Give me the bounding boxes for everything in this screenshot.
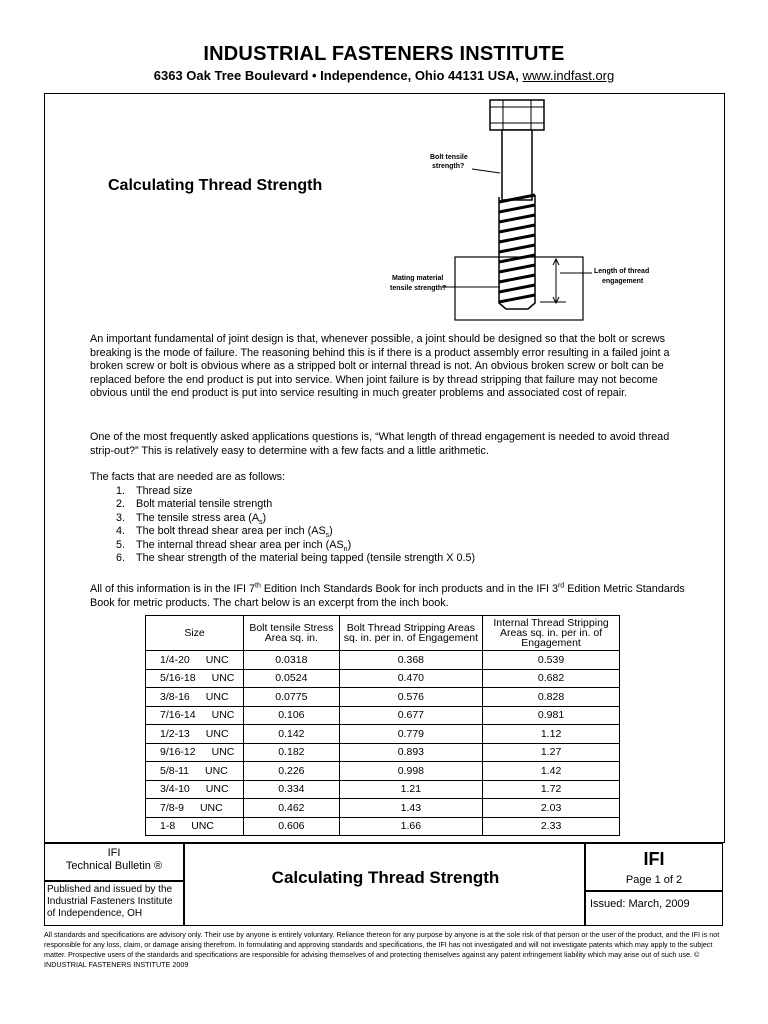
cell-bolt: 1.21 <box>339 780 483 799</box>
cell-internal: 2.33 <box>483 817 620 836</box>
list-item: 4. The bolt thread shear area per inch $(AS_s)$ <box>128 525 690 539</box>
table-row <box>146 799 620 818</box>
cell-tensile: 0.462 <box>244 799 339 818</box>
issue-date: Issued: March, 2009 <box>585 891 723 926</box>
cell-bolt: 0.368 <box>339 651 483 670</box>
table-row <box>146 669 620 688</box>
facts-list <box>90 485 690 566</box>
table-row <box>146 817 620 836</box>
cell-size: 5/8-11 UNC <box>146 762 244 781</box>
cell-tensile: 0.106 <box>244 706 339 725</box>
cell-internal: 0.682 <box>483 669 620 688</box>
bulletin-label: IFI Technical Bulletin ® <box>44 843 184 881</box>
cell-tensile: 0.0318 <box>244 651 339 670</box>
table-row <box>146 780 620 799</box>
cell-tensile: 0.0524 <box>244 669 339 688</box>
footer-title: Calculating Thread Strength <box>271 868 500 887</box>
bolt-head <box>490 100 544 130</box>
facts-section <box>90 471 690 566</box>
source-paragraph: All of this information is in the IFI 7th Edition Inch Standards Book for inch products and in the IFI 3rd Edition Metric Standards Book for metric products. The chart below is an excerpt from the inch book. <box>90 582 685 609</box>
cell-size: 7/16-14 UNC <box>146 706 244 725</box>
letterhead <box>0 42 768 84</box>
cell-size: 3/8-16 UNC <box>146 688 244 707</box>
table-row <box>146 688 620 707</box>
address-text: 6363 Oak Tree Boulevard • Independence, Ohio 44131 USA, <box>153 68 523 83</box>
cell-tensile: 0.142 <box>244 725 339 744</box>
cell-bolt: 1.43 <box>339 799 483 818</box>
bulletin-footer <box>44 843 723 926</box>
col-tensile: Bolt tensile Stress Area sq. in. <box>244 616 339 651</box>
table-header-row <box>146 616 620 651</box>
intro-paragraph: An important fundamental of joint design is that, whenever possible, a joint should be designed so that the bolt or screws breaking is the mode of failure. The reasoning behind this is if there is a product assembly error resulting in a failed joint a broken screw or bolt is obvious where as a stripped bolt or internal thread is not. An obvious broken screw or bolt can be replaced before the end product is put into service. When joint failure is by thread stripping that failure may not become obvious until the end product is put into service resulting in much greater problems and associated cost of repair. <box>90 333 670 399</box>
cell-size: 1/4-20 UNC <box>146 651 244 670</box>
cell-internal: 1.27 <box>483 743 620 762</box>
cell-internal: 0.828 <box>483 688 620 707</box>
cell-tensile: 0.606 <box>244 817 339 836</box>
cell-bolt: 0.998 <box>339 762 483 781</box>
thread-length-label: Length of thread <box>594 268 650 275</box>
bolt-threads <box>499 195 535 302</box>
cell-bolt: 1.66 <box>339 817 483 836</box>
facts-intro: The facts that are needed are as follows: <box>90 471 286 483</box>
website-link[interactable]: www.indfast.org <box>522 68 615 83</box>
cell-internal: 0.539 <box>483 651 620 670</box>
list-item: 3. The tensile stress area $(A_s)$ <box>128 512 690 526</box>
bolt-diagram <box>380 97 680 322</box>
cell-size: 1/2-13 UNC <box>146 725 244 744</box>
table-row <box>146 743 620 762</box>
mating-material-label: Mating material <box>392 275 444 282</box>
cell-size: 3/4-10 UNC <box>146 780 244 799</box>
cell-size: 1-8 UNC <box>146 817 244 836</box>
cell-bolt: 0.576 <box>339 688 483 707</box>
col-int-strip: Internal Thread Stripping Areas sq. in. per in. of Engagement <box>483 616 620 651</box>
cell-internal: 1.12 <box>483 725 620 744</box>
svg-text:engagement: engagement <box>602 278 644 285</box>
ifi-logo: IFI <box>643 849 665 869</box>
cell-size: 7/8-9 UNC <box>146 799 244 818</box>
bolt-tensile-label: Bolt tensile <box>430 154 468 161</box>
page-number: Page 1 of 2 <box>625 874 683 886</box>
cell-tensile: 0.182 <box>244 743 339 762</box>
document-title: Calculating Thread Strength <box>108 177 323 194</box>
cell-tensile: 0.0775 <box>244 688 339 707</box>
footer-title-box <box>184 843 585 926</box>
col-bolt-strip: Bolt Thread Stripping Areas sq. in. per in. of Engagement <box>339 616 483 651</box>
cell-internal: 0.981 <box>483 706 620 725</box>
list-item: 5. The internal thread shear area per inch $(AS_n)$ <box>128 539 690 553</box>
cell-bolt: 0.470 <box>339 669 483 688</box>
cell-internal: 1.72 <box>483 780 620 799</box>
svg-text:tensile strength?: tensile strength? <box>390 285 447 292</box>
org-name: INDUSTRIAL FASTENERS INSTITUTE <box>203 43 565 65</box>
publisher-note: Published and issued by the Industrial Fasteners Institute of Independence, OH <box>44 881 184 926</box>
cell-bolt: 0.677 <box>339 706 483 725</box>
cell-tensile: 0.334 <box>244 780 339 799</box>
cell-size: 5/16-18 UNC <box>146 669 244 688</box>
list-item: 6. The shear strength of the material being tapped (tensile strength X 0.5) <box>128 552 690 566</box>
cell-internal: 1.42 <box>483 762 620 781</box>
table-row <box>146 706 620 725</box>
disclaimer: All standards and specifications are advisory only. Their use by anyone is entirely voluntary. Reliance thereon for any purpose by anyone is at the sole risk of that person or the user of the product, and the IFI is not responsible for any loss, claim, or damage arising therefrom. In formulating and approving standards and specifications, the IFI has not investigated and will not investigate patents which may apply to the subject matter. Prospective users of the standards and specifications are responsible for advising themselves of and protecting themselves against any patent infringement liability which may arise out of such use. © INDUSTRIAL FASTENERS INSTITUTE 2009 <box>44 930 720 969</box>
cell-size: 9/16-12 UNC <box>146 743 244 762</box>
cell-bolt: 0.779 <box>339 725 483 744</box>
cell-tensile: 0.226 <box>244 762 339 781</box>
cell-internal: 2.03 <box>483 799 620 818</box>
question-paragraph: One of the most frequently asked applications questions is, “What length of thread engagement is needed to avoid thread strip-out?” This is relatively easy to determine with a few facts and a little arithmetic. <box>90 431 670 457</box>
bolt-shank <box>502 130 532 200</box>
list-item: 2. Bolt material tensile strength <box>128 498 690 512</box>
footer-logo-box <box>585 843 723 891</box>
list-item: 1. Thread size <box>128 485 690 499</box>
table-row <box>146 762 620 781</box>
svg-text:strength?: strength? <box>432 163 465 170</box>
cell-bolt: 0.893 <box>339 743 483 762</box>
table-row <box>146 725 620 744</box>
thread-area-table <box>145 615 620 836</box>
table-row <box>146 651 620 670</box>
col-size: Size <box>146 616 244 651</box>
org-address <box>0 68 768 84</box>
